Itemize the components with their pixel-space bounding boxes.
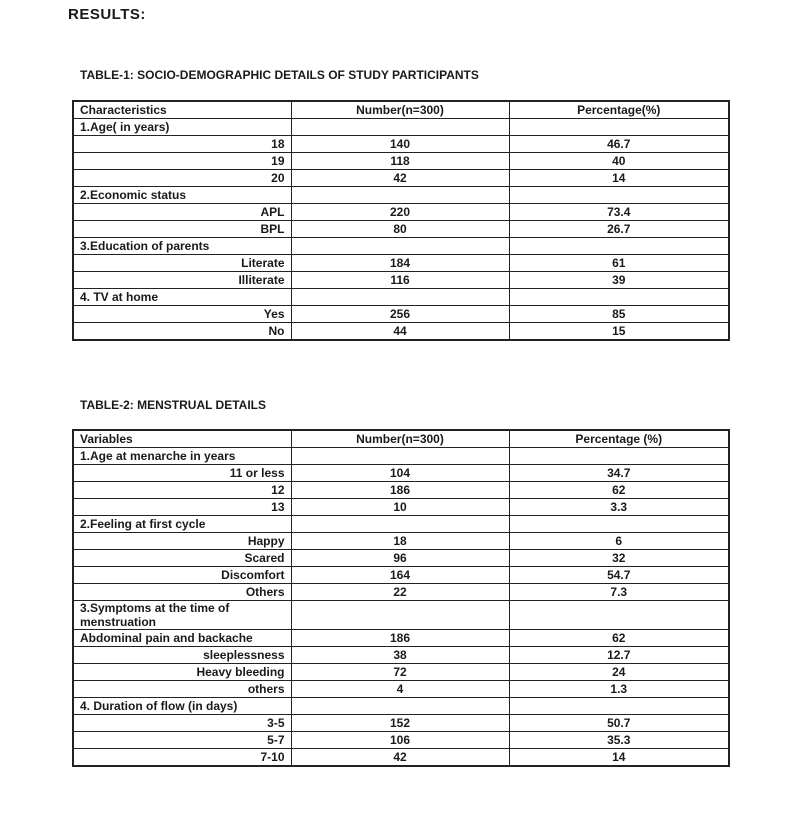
table-row	[73, 255, 729, 272]
header-characteristics: Characteristics	[73, 101, 291, 119]
row-label: Discomfort	[73, 567, 291, 584]
row-percentage: 12.7	[509, 647, 729, 664]
row-percentage: 15	[509, 323, 729, 341]
row-percentage: 34.7	[509, 465, 729, 482]
empty-cell	[509, 448, 729, 465]
header-number: Number(n=300)	[291, 101, 509, 119]
row-percentage: 73.4	[509, 204, 729, 221]
row-number: 22	[291, 584, 509, 601]
row-label: APL	[73, 204, 291, 221]
table-row	[73, 482, 729, 499]
table-row	[73, 323, 729, 341]
row-percentage: 46.7	[509, 136, 729, 153]
row-percentage: 6	[509, 533, 729, 550]
empty-cell	[509, 238, 729, 255]
table-row	[73, 715, 729, 732]
row-number: 80	[291, 221, 509, 238]
table-row	[73, 584, 729, 601]
row-label: BPL	[73, 221, 291, 238]
table-2-body	[73, 448, 729, 767]
section-title: 2.Feeling at first cycle	[73, 516, 291, 533]
row-percentage: 26.7	[509, 221, 729, 238]
row-number: 152	[291, 715, 509, 732]
empty-cell	[509, 119, 729, 136]
menstrual-details-table	[72, 429, 730, 767]
empty-cell	[291, 187, 509, 204]
row-label: Heavy bleeding	[73, 664, 291, 681]
row-percentage: 85	[509, 306, 729, 323]
row-number: 10	[291, 499, 509, 516]
table-row	[73, 272, 729, 289]
socio-demographic-table	[72, 100, 730, 341]
table-row	[73, 647, 729, 664]
row-number: 42	[291, 749, 509, 767]
row-number: 96	[291, 550, 509, 567]
row-label: Abdominal pain and backache	[73, 630, 291, 647]
table-row	[73, 306, 729, 323]
row-label: Literate	[73, 255, 291, 272]
row-percentage: 7.3	[509, 584, 729, 601]
empty-cell	[509, 698, 729, 715]
row-number: 18	[291, 533, 509, 550]
section-title: 3.Symptoms at the time of menstruation	[73, 601, 291, 630]
row-label: 18	[73, 136, 291, 153]
row-number: 116	[291, 272, 509, 289]
empty-cell	[509, 289, 729, 306]
section-title: 4. TV at home	[73, 289, 291, 306]
table-row	[73, 630, 729, 647]
table-row	[73, 681, 729, 698]
row-percentage: 24	[509, 664, 729, 681]
table-row	[73, 136, 729, 153]
row-percentage: 14	[509, 170, 729, 187]
row-number: 184	[291, 255, 509, 272]
section-title: 1.Age( in years)	[73, 119, 291, 136]
empty-cell	[291, 516, 509, 533]
row-label: 7-10	[73, 749, 291, 767]
row-label: others	[73, 681, 291, 698]
row-percentage: 1.3	[509, 681, 729, 698]
row-percentage: 35.3	[509, 732, 729, 749]
header-variables: Variables	[73, 430, 291, 448]
row-label: Happy	[73, 533, 291, 550]
row-label: 20	[73, 170, 291, 187]
row-percentage: 62	[509, 630, 729, 647]
row-number: 164	[291, 567, 509, 584]
results-heading: RESULTS:	[68, 6, 146, 23]
section-row	[73, 238, 729, 255]
section-row	[73, 698, 729, 715]
table-1-caption: TABLE-1: SOCIO-DEMOGRAPHIC DETAILS OF STUDY PARTICIPANTS	[80, 68, 479, 82]
row-number: 38	[291, 647, 509, 664]
table-row	[73, 221, 729, 238]
section-row	[73, 601, 729, 630]
row-percentage: 3.3	[509, 499, 729, 516]
section-row	[73, 516, 729, 533]
row-label: No	[73, 323, 291, 341]
row-number: 4	[291, 681, 509, 698]
table-1-body	[73, 119, 729, 341]
row-label: Yes	[73, 306, 291, 323]
row-label: 13	[73, 499, 291, 516]
header-number: Number(n=300)	[291, 430, 509, 448]
row-number: 72	[291, 664, 509, 681]
empty-cell	[291, 119, 509, 136]
row-label: 12	[73, 482, 291, 499]
table-header-row	[73, 430, 729, 448]
row-label: sleeplessness	[73, 647, 291, 664]
section-title: 1.Age at menarche in years	[73, 448, 291, 465]
table-row	[73, 533, 729, 550]
table-row	[73, 567, 729, 584]
table-row	[73, 170, 729, 187]
empty-cell	[291, 289, 509, 306]
empty-cell	[291, 698, 509, 715]
empty-cell	[509, 516, 729, 533]
row-number: 104	[291, 465, 509, 482]
section-row	[73, 187, 729, 204]
row-number: 220	[291, 204, 509, 221]
row-percentage: 54.7	[509, 567, 729, 584]
table-row	[73, 153, 729, 170]
empty-cell	[509, 601, 729, 630]
section-row	[73, 448, 729, 465]
row-number: 106	[291, 732, 509, 749]
header-percentage: Percentage(%)	[509, 101, 729, 119]
row-percentage: 61	[509, 255, 729, 272]
table-row	[73, 664, 729, 681]
row-number: 186	[291, 630, 509, 647]
section-row	[73, 289, 729, 306]
row-percentage: 62	[509, 482, 729, 499]
empty-cell	[291, 448, 509, 465]
row-percentage: 39	[509, 272, 729, 289]
row-label: Others	[73, 584, 291, 601]
row-percentage: 50.7	[509, 715, 729, 732]
row-label: 11 or less	[73, 465, 291, 482]
row-percentage: 32	[509, 550, 729, 567]
row-percentage: 40	[509, 153, 729, 170]
table-row	[73, 749, 729, 767]
table-row	[73, 204, 729, 221]
section-title: 3.Education of parents	[73, 238, 291, 255]
row-number: 140	[291, 136, 509, 153]
row-label: 19	[73, 153, 291, 170]
header-percentage: Percentage (%)	[509, 430, 729, 448]
empty-cell	[509, 187, 729, 204]
row-label: Illiterate	[73, 272, 291, 289]
section-title: 2.Economic status	[73, 187, 291, 204]
empty-cell	[291, 238, 509, 255]
row-percentage: 14	[509, 749, 729, 767]
row-number: 42	[291, 170, 509, 187]
empty-cell	[291, 601, 509, 630]
row-label: 3-5	[73, 715, 291, 732]
section-title: 4. Duration of flow (in days)	[73, 698, 291, 715]
row-number: 118	[291, 153, 509, 170]
table-header-row	[73, 101, 729, 119]
table-row	[73, 732, 729, 749]
row-number: 44	[291, 323, 509, 341]
row-number: 186	[291, 482, 509, 499]
table-row	[73, 465, 729, 482]
table-2-caption: TABLE-2: MENSTRUAL DETAILS	[80, 398, 266, 412]
row-label: Scared	[73, 550, 291, 567]
row-label: 5-7	[73, 732, 291, 749]
row-number: 256	[291, 306, 509, 323]
table-row	[73, 499, 729, 516]
section-row	[73, 119, 729, 136]
table-row	[73, 550, 729, 567]
